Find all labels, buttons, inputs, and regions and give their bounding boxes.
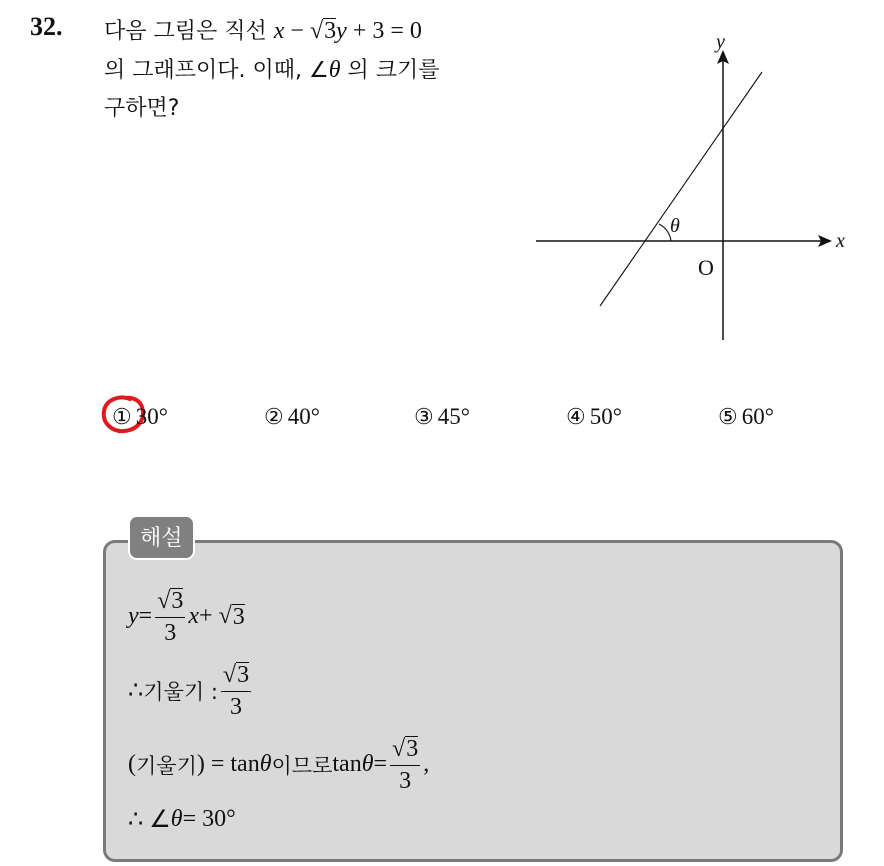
y-axis-label: y [716, 31, 725, 53]
choice-2[interactable] [264, 404, 320, 430]
sol-l3-theta2: θ [361, 751, 374, 777]
sol-l3-tan: tan [332, 751, 362, 777]
eq-y: y [336, 18, 347, 44]
sol-l3-theta: θ [259, 751, 272, 777]
x-axis-label: x [836, 230, 845, 252]
question-theta: θ [328, 57, 341, 83]
solution-box [103, 540, 843, 862]
sol-l2-text: 기울기 : [143, 679, 218, 704]
solution-line-3 [128, 735, 429, 794]
sol-l1-sqrt: 3 [232, 604, 245, 630]
angle-label: θ [670, 215, 680, 237]
sol-l3-fraction: $\frac{√3}{3}$ [392, 736, 419, 794]
sol-l3-eq: = [373, 751, 388, 777]
sol-l2-therefore: ∴ [128, 678, 144, 704]
answer-choices [104, 398, 824, 438]
question-text [104, 12, 514, 128]
origin-label: O [698, 255, 714, 280]
eq-sqrt-value: 3 [324, 18, 337, 44]
sol-l2-den: 3 [229, 694, 242, 720]
question-line-2 [104, 51, 514, 90]
sol-l3-text: 기울기 [136, 753, 197, 778]
choice-2-number: ② [264, 404, 284, 429]
solution-line-2 [128, 661, 254, 720]
sol-l1-x: x [188, 603, 200, 629]
sol-l1-plus: + √ [199, 603, 232, 629]
question-line-2-text: 의 그래프이다. 이때, ∠ [104, 58, 329, 83]
choice-5-number: ⑤ [718, 404, 738, 429]
sol-l3-open: ( [128, 751, 136, 777]
sol-l1-y: y [128, 603, 139, 629]
sol-l1-fraction: $\frac{√3}{3}$ [157, 588, 184, 646]
sol-l1-num: 3 [171, 588, 184, 614]
eq-minus-sqrt: − √ [284, 18, 324, 44]
sol-l1-eq: = [138, 603, 153, 629]
sol-l3-num: 3 [406, 736, 419, 762]
choice-4[interactable] [566, 404, 622, 430]
question-line-1-text: 다음 그림은 직선 [104, 19, 274, 44]
sol-l2-num: 3 [237, 662, 250, 688]
graph-line [600, 72, 762, 306]
question-line-2-tail: 의 크기를 [340, 58, 440, 83]
sol-l4-value: = 30° [182, 806, 236, 832]
choice-3-text: 45° [437, 404, 470, 429]
choice-2-text: 40° [287, 404, 320, 429]
question-line-1 [104, 12, 514, 51]
sol-l3-mid: 이므로 [271, 753, 333, 778]
choice-4-number: ④ [566, 404, 586, 429]
choice-5-text: 60° [741, 404, 774, 429]
sol-l2-fraction: $\frac{√3}{3}$ [222, 662, 250, 720]
choice-5[interactable] [718, 404, 774, 430]
question-number: 32. [30, 12, 63, 41]
solution-line-4 [128, 805, 236, 834]
sol-l3-den: 3 [399, 768, 412, 794]
choice-1-text: 30° [135, 404, 168, 429]
line-graph [530, 30, 850, 350]
choice-4-text: 50° [589, 404, 622, 429]
eq-tail: + 3 = 0 [346, 18, 422, 44]
choice-3-number: ③ [414, 404, 434, 429]
sol-l4-theta: θ [170, 806, 183, 832]
eq-x: x [273, 18, 285, 44]
solution-line-1 [128, 587, 245, 646]
solution-tag: 해설 [128, 515, 195, 560]
choice-3[interactable] [414, 404, 470, 430]
choice-1-number: ① [112, 404, 132, 429]
question-line-3: 구하면? [104, 96, 180, 121]
sol-l3-close: ) = tan [196, 751, 260, 777]
sol-l1-den: 3 [164, 620, 177, 646]
sol-l3-comma: , [423, 751, 430, 777]
choice-1[interactable] [112, 404, 168, 430]
sol-l4-therefore: ∴ ∠ [128, 807, 171, 833]
